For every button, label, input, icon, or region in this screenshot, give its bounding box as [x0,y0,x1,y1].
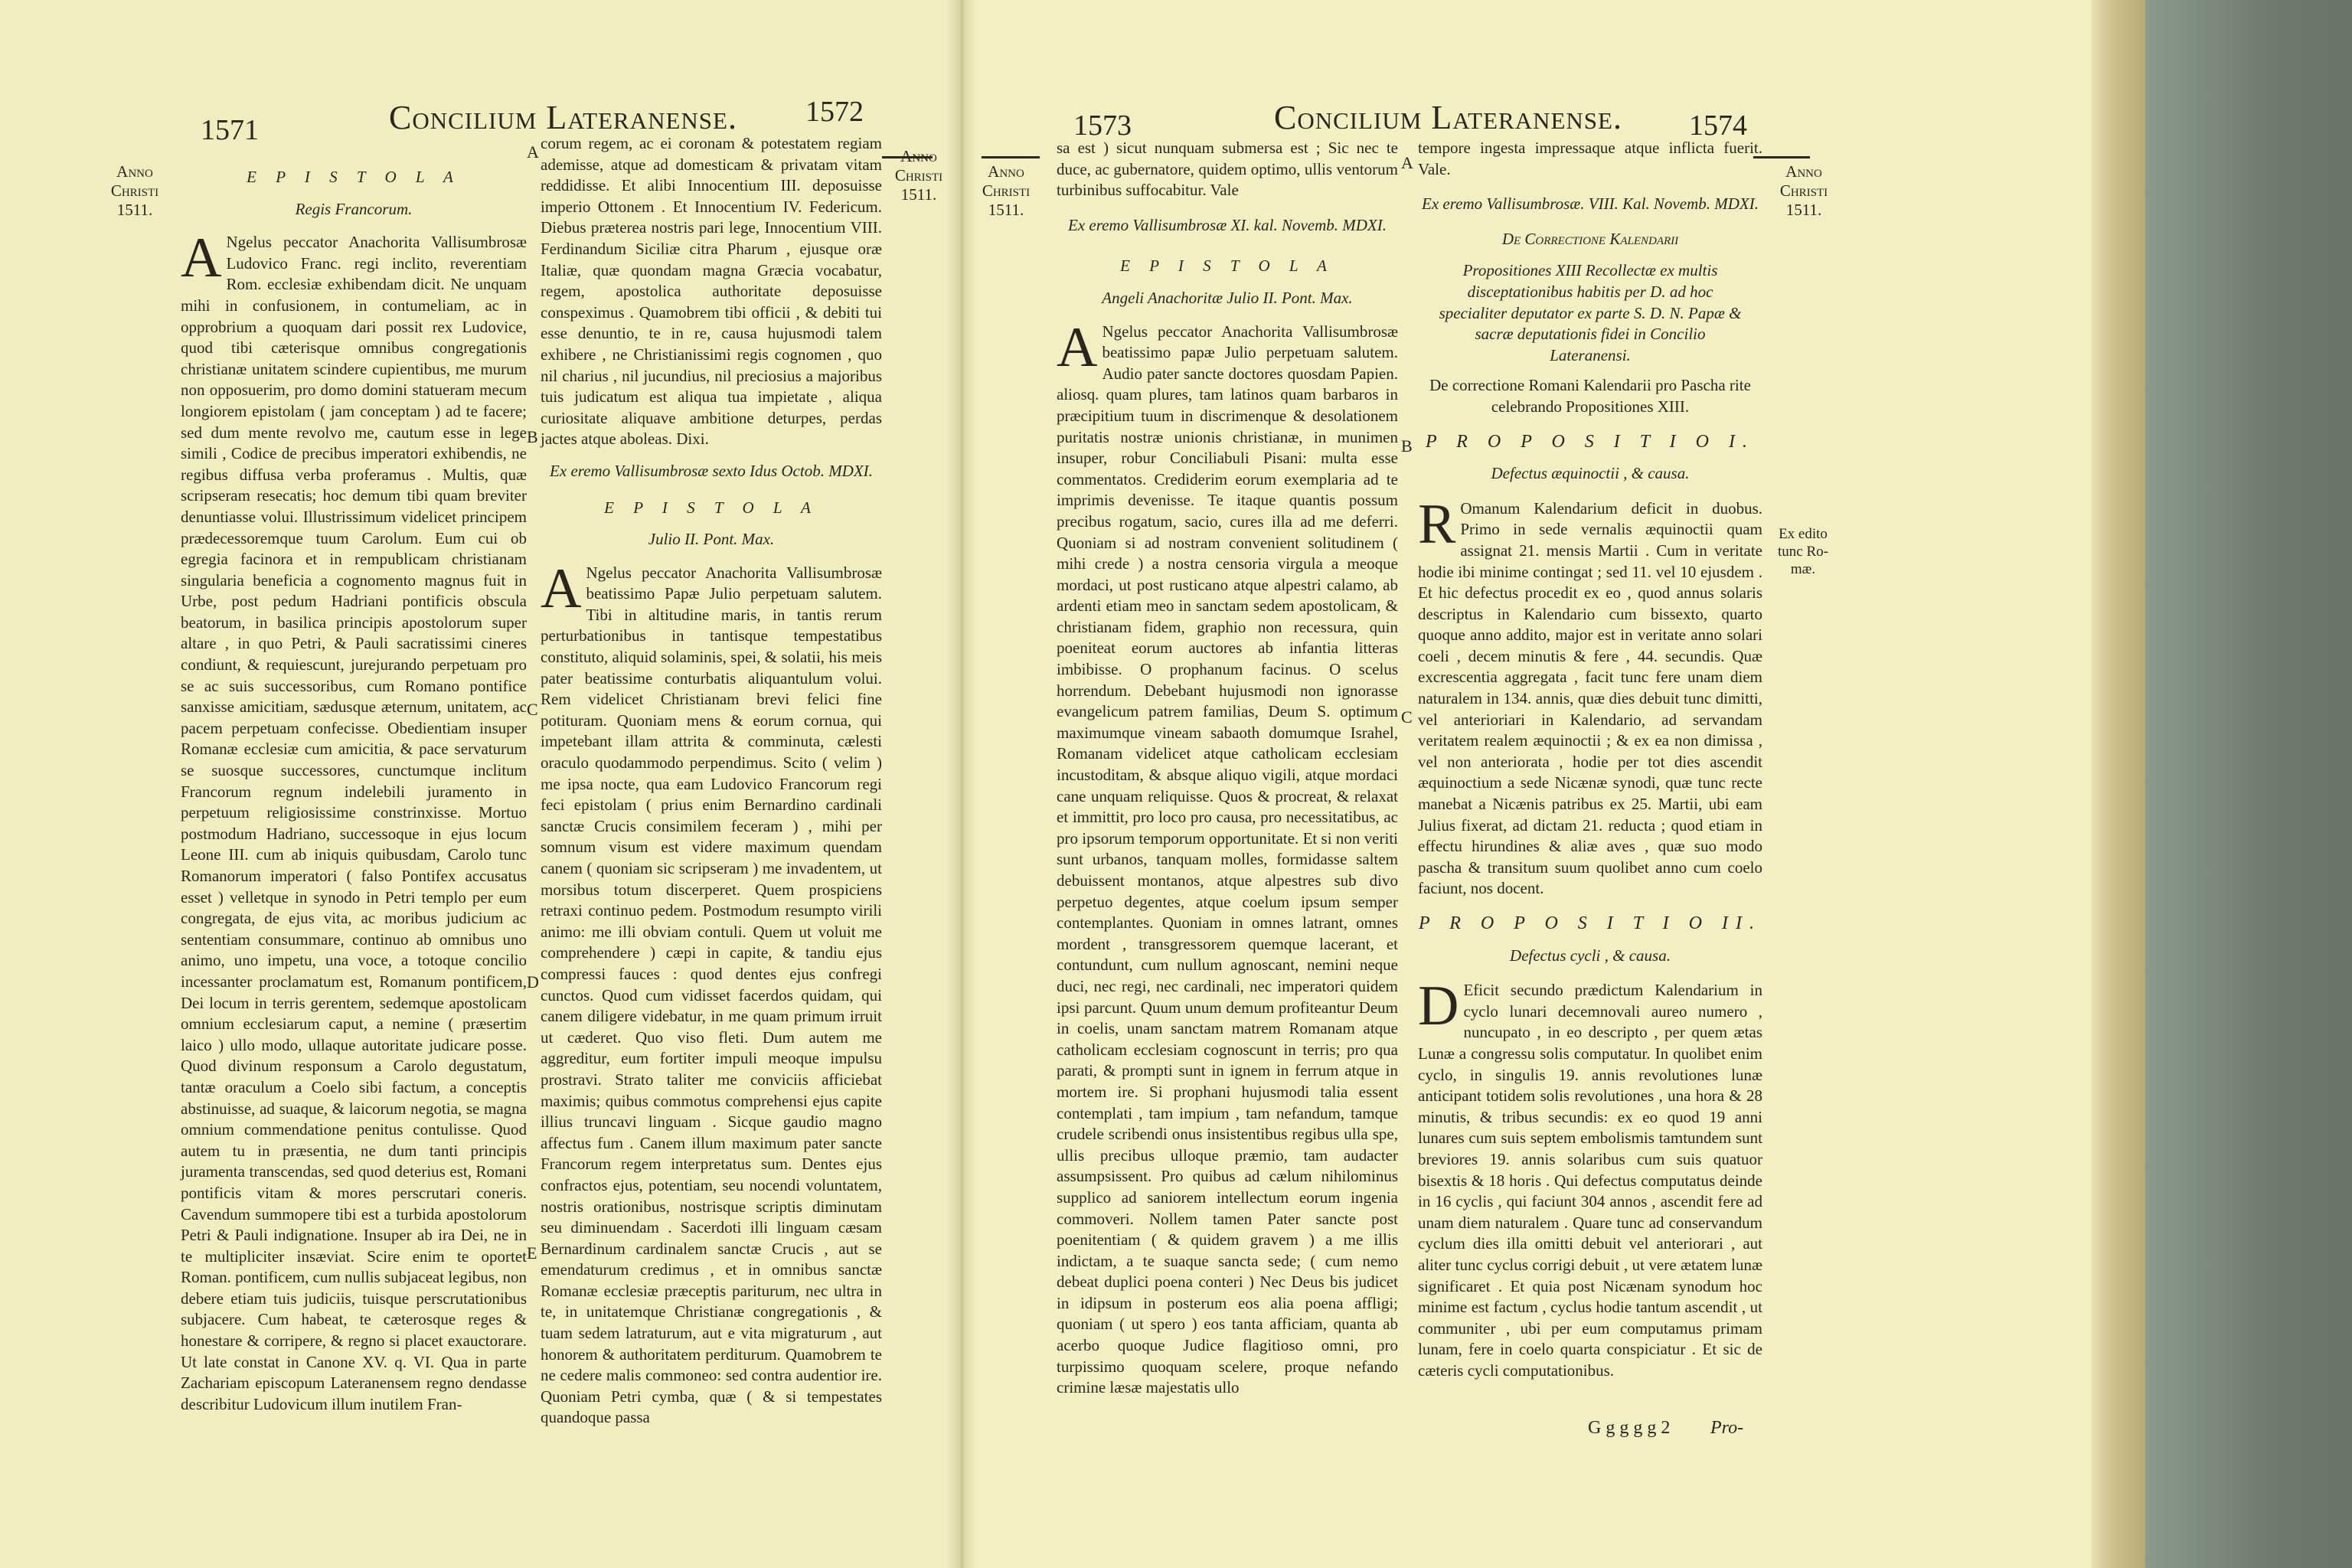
epistola-text: Ngelus peccator Anachorita Vallisumbrosæ beatissimo Papæ Julio perpetuam salutem. Tibi in altitudine maris, in tantis rerum perturbationibus in tantisque tempestatibus constituto, aliquid solaminis, spei, & solatii, his meis pater beatissime conturbatis aliquantulum volui. Rem videlicet Christianam brevi felici fine potituram. Quoniam mens & eorum cornua, qui impetebant illam attrita & comminuta, cælesti oraculo quodammodo perpendimus. Scito ( velim ) me ipsa nocte, qua eam Ludovico Francorum regi feci epistolam ( prius enim Bernardino cardinali sanctæ Crucis consimilem feceram ) , mihi per somnum visum est videre maximum quendam canem ( quoniam sic scripseram ) me invadentem, ut morsibus totum discerperet. Quem prospiciens retraxi continuo pedem. Postmodum resumpto virili animo: me illi obviam contuli. Quem ut voluit me comprehendere ) cæpi in capite, & tandiu ejus compressi fauces : quod dentes ejus confregi cunctos. Quod cum vidisset facerdos quidam, qui canem diligere videbatur, in me quam primum irruit ut cæderet. Quo viso fleti. Dum autem me aggreditur, eum fortiter impuli meoque impulsu prostravi. Strato taliter me conviciis afficiebat maximis; quibus commotus comprehensi ejus capite illius truncavi linguam . Sicque gaudio magno affectus fum . Canem illum maximum pater sancte Francorum regem interpretatus sum. Dentes ejus confractos ejus, potentiam, seu nocendi voluntatem, nostris orationibus, nostrisque scriptis diminutam seu diminuendam . Sacerdoti illi linguam cæsam Bernardinum cardinalem sanctæ Crucis , aut se emendaturum credimus , et in omnibus sanctæ Romanæ ecclesiæ præceptis pariturum, nec ultra in te, in unitatemque Christianæ congregationis , & tuam sedem latraturum, aut e vita migraturum , aut honorem & authoritatem perditurum. Quamobrem te ne cedere malis commoneo: sed contra audentior ire. Quoniam Petri cymba, quæ ( & si tempestates quandoque passa [541,563,882,1427]
drop-cap: R [1418,492,1456,556]
epistola-heading: E P I S T O L A [247,168,461,186]
drop-cap: A [541,557,582,620]
signature-mark: G g g g g 2 [1588,1418,1671,1438]
drop-cap: A [1057,315,1098,379]
line-marker-c: C [527,700,538,719]
line-marker-a: A [1401,153,1413,172]
left-page-column-2 [541,133,882,1429]
margin-note-line: 1511. [116,201,153,219]
margin-note-line: tunc Ro- [1778,544,1828,560]
background-surface [2145,0,2352,1568]
epistola-continuation: tempore ingesta impressaque atque inflicta fuerit. Vale. [1418,139,1762,178]
epistola-heading: E P I S T O L A [604,498,818,517]
epistola-body [541,557,882,1429]
epistola-continuation: sa est ) sicut nunquam submersa est ; Sic nec te duce, ac gubernatore, quidem optimo, ullis ventorum turbinibus suffocabitur. Vale [1057,139,1398,200]
margin-note-line: 1511. [900,185,937,204]
margin-note-anno-right [1766,162,1842,220]
line-marker-e: E [527,1243,537,1263]
margin-note-ex-edito [1769,525,1838,578]
margin-note-anno-left [96,162,173,220]
proposition-2-body [1418,975,1762,1381]
epistola-body [1057,315,1398,1399]
epistola-subheading: Angeli Anachoritæ Julio II. Pont. Max. [1102,288,1353,307]
section-heading-correction: De Correctione Kalendarii [1501,229,1679,248]
epistola-text: Ngelus peccator Anachorita Vallisumbrosæ Ludovico Franc. regi inclito, reverentiam Rom. ecclesiæ exhibendam dicit. Ne unquam mihi in confusionem, in contumeliam, ac in opprobrium a quoquam dari possit rex Ludovice, quod tibi cæterisque omnibus congregationis christianæ unitatem scindere cupientibus, me murum non opposuerim, pro domo domini statueram mecum longiorem epistolam ( jam conceptam ) ad te facere; sed dum mente revolvo me, cautum esse in lege simili , Codice de precibus imperatori exhibendis, ne regibus diffusa verba proferamus . Multis, quæ scripseram resecatis; hoc demum tibi quam breviter denuntiasse volui. Illustrissimum videlicet principem prædecessoremque tuum Carolum. Eum cui ob egregia facinora et in rempublicam christianam singularia beneficia a cognomento magnus fuit in Urbe, post pedum Hadriani pontificis obscula beatorum, in basilica principis apostolorum super altare , in quo Petri, & Pauli sacratissimi cineres condiunt, & requiescunt, jurejurando perpetuam pro se ac suis successoribus, cum Romano pontifice sanxisse amicitiam, sædusque æternum, unitatem, ac pacem perpetuam confecisse. Obedientiam insuper Romanæ ecclesiæ cum amicitia, & pace servaturum se suosque successores, cunctumque inclitum Francorum regnum indelebili juramento in perpetuum religiosissime constrinxisse. Mortuo postmodum Hadriano, successoque in ejus locum Leone III. cum ab iniquis quibusdam, Carolo tunc Romanorum imperatori ( falso Pontifex accusatus esset ) velletque in synodo in Petri templo per eum congregata, de ejus vita, ac moribus judicium ac sententiam consummare, continuo ab omnibus uno animo, uno impetu, una voce, a totoque concilio incessanter proclamatum est, Romanum pontificem, Dei locum in terris gerentem, sedemque apostolicam omnium ecclesiarum caput, a nemine ( præsertim laico ) ullo modo, ullaque autoritate judicare posse. Quod divinum responsum a Carolo degustatum, tantæ oraculum a Coelo sibi factum, a conceptis abstinuisse, ad suaque, & laicorum negotia, se magna omnium commendatione penitus contulisse. Quod autem tu in præsentia, ne dum tanti principis juramenta transcendas, sed quod deterius est, Romani pontificis vitam & mores perscrutari coneris. Cavendum summopere tibi est a turbida apostolorum Petri & Pauli indignatione. Insuper ab ira Dei, ne in te multipliciter insæviat. Scire enim te oportet Roman. pontificem, cum nullis subjaceat legibus, non debere etiam tuis judiciis, tuisque perscrutationibus subjacere. Cum habeat, te cæterosque reges & honestare & corripere, & regno si placet exauctorare. Ut late constat in Canone XV. q. VI. Qua in parte Zachariam episcopum Lateranensem regno dendasse describitur Ludovicum illum inutilem Fran- [181,233,528,1413]
margin-note-anno-left [968,162,1044,220]
proposition-2-subheading: Defectus cycli , & causa. [1510,946,1671,965]
margin-note-line: Christi [982,181,1031,200]
right-page-column-2 [1418,138,1762,1381]
right-page-column-1 [1057,138,1398,1399]
line-marker-b: B [527,427,538,446]
margin-note-line: Anno [988,162,1024,181]
margin-note-line: Christi [894,166,943,185]
proposition-1-subheading: Defectus æquinoctii , & causa. [1491,464,1690,483]
dateline: Ex eremo Vallisumbrosæ sexto Idus Octob. MDXI. [550,461,873,480]
rule-line [982,156,1040,158]
page-number-1572: 1572 [805,96,864,128]
margin-note-line: Christi [1779,181,1828,200]
margin-note-line: 1511. [1785,201,1822,219]
running-title-left: Concilium Lateranense. [389,99,737,136]
margin-note-line: Anno [1785,162,1822,181]
line-marker-b: B [1401,436,1413,456]
margin-note-line: 1511. [988,201,1024,219]
epistola-subheading: Regis Francorum. [295,199,413,218]
book-gutter [946,0,977,1568]
proposition-text: Omanum Kalendarium deficit in duobus. Primo in sede vernalis æquinoctii quam assignat 21. mensis Martii . Cum in veritate hodie ibi minime contingat ; sed 11. vel 10 ejusdem . Et hic defectus procedit ex eo , quod annus solaris descriptus in Kalendario cum bissexto, quarto quoque anno addito, major est in veritate anno solari coeli , decem minutis & fere , 44. secundis. Quæ excrescentia aggregata , facit tunc fere unam diem naturalem in 134. annis, quæ dies debuit tunc dimitti, vel anterioriari in Kalendario, ad servandam veritatem realem æquinoctii ; & ex ea non dimissa , vel non anteriorata , hodie per tot dies ascendit æquinoctium a sede Nicænæ synodi, quæ tunc recte manebat a Nicænis patribus ex 25. Martii, ubi eam Julius fixerat, ad dictam 21. reducta ; quod etiam in effectu hirundines & aliæ aves , quæ suo modo pascha & transitum suum quolibet anno cum coelo faciunt, nos docent. [1418,498,1762,898]
epistola-text: Ngelus peccator Anachorita Vallisumbrosæ beatissimo papæ Julio perpetuam salutem. Audio pater sancte doctores quosdam Papien. aliosq. quam plures, tam latinos quam barbaros in præcipitium tuum in discrimenque & desolationem puritatis nostræ unionis christianæ, in munimen insuper, robur Conciliabuli Pisani: multa esse commentatos. Crediderim eorum exemplaria ad te imprimis devenisse. Te itaque quantis possum precibus rogatum, sacio, cures illa ad me deferri. Quoniam si ad nostram convenient solitudinem ( mihi crede ) a nostra censoria virgula a meoque mordaci, ut post rusticano atque alpestri calamo, ab ardenti etiam meo in sanctam sedem apostolicam, & christianam fidem, graphio non recessura, quin poeniteat eorum auctores ab infantia litteras imbibisse. O prophanum facinus. O scelus horrendum. Debebant hujusmodi non ignorasse evangelicum patrem familias, Deum S. optimum maximumque vineam sabaoth domumque Israhel, Romanam videlicet atque catholicam ecclesiam incustoditam, & absque aliquo vigili, atque mordaci cane unquam reliquisse. Quos & procreat, & relaxat et immittit, pro loco pro causa, pro necessitatibus, ac pro ipsorum temporum opportunitate. Et si non veriti sunt urbanos, tanquam molles, formidasse saltem debuissent montanos, atque alpestres sub divo perpetuo degentes, atque coelum ipsum semper contemplantes. Quoniam in omnes latrant, omnes mordent , transgressorem quemque lacerant, et contundunt, cum nullum agnoscant, nemini neque duci, nec regi, nec cardinali, nec imperatori quidem ipsi parcunt. Quum unum demum profiteantur Deum in coelis, unam sanctam matrem Romanam atque catholicam ecclesiam cognoscunt in terris; pro qua parati, & prompti sunt in ignem in ferrum atque in mortem ire. Si prophani hujusmodi talia essent contemplati , tam impium , tam nefandum, tamque crudele scribendi onus insistentibus regibus ulla spe, ullis precibus ulloque præmio, tam audacter assumpsissent. Pro quibus ad cælum nihilominus supplico ad saniorem intellectum eorum ingenia commoveri. Nollem tamen Pater sancte post poenitentiam ( & quidem gravem ) a me illis indictam, a te suaque sancta sede; ( cum nemo debeat duplici poena conteri ) Nec Deus bis judicet in idipsum in posterum eos alia poena affligi; quoniam ( ut spero ) eos tanta afficiam, quanta ab acerbo quoque Judice flagitioso omni, pro turpissimo quoquam scelere, proque nefando crimine læsæ majestatis ullo [1057,322,1398,1397]
dateline: Ex eremo Vallisumbrosæ. VIII. Kal. Novemb. MDXI. [1422,194,1759,214]
drop-cap: A [181,227,222,290]
drop-cap: D [1418,975,1459,1038]
epistola-body [181,227,528,1415]
propositions-summary: De correctione Romani Kalendarii pro Pascha rite celebrando Propositiones XIII. [1429,376,1751,416]
proposition-1-heading: P R O P O S I T I O I. [1426,431,1755,452]
epistola-heading: E P I S T O L A [1120,256,1334,276]
page-number-1571: 1571 [201,114,259,146]
margin-note-line: Anno [900,147,937,165]
margin-note-line: mæ. [1790,561,1816,577]
page-fore-edge [2092,0,2145,1568]
line-marker-d: D [527,972,539,991]
margin-note-line: Christi [110,181,159,200]
dateline: Ex eremo Vallisumbrosæ XI. kal. Novemb. MDXI. [1067,215,1387,234]
left-page-column-1 [181,162,527,1415]
line-marker-a: A [527,142,539,162]
line-marker-c: C [1401,707,1413,727]
epistola-continuation: corum regem, ac ei coronam & potestatem regiam ademisse, atque ad domesticam & privatam vitam reddidisse. Et alibi Innocentium III. deposuisse imperio Ottonem . Et Innocentium IV. Federicum. Diebus præterea nostris pari lege, Innocentium VIII. Ferdinandum Siciliæ citra Pharum , ejusque oræ Italiæ, quæ quondam magna Græcia vocabatur, regem, apostolica authoritate deposuisse conspeximus . Quamobrem tibi officii , & debiti tui esse denuntio, te in re, causa hujusmodi talem exhibere , ne Christianissimi regis cognomen , quo nil charius , nil jucundius, nil preciosius a majoribus tuis judicatum est aliqua tua impietate , aliqua curiositate aliquave ambitione deturpes, perdas jactes atque aboleas. Dixi. [541,134,882,449]
proposition-1-body [1418,492,1762,900]
running-title-right: Concilium Lateranense. [1274,99,1622,136]
margin-note-line: Ex edito [1779,526,1828,542]
page-number-1574: 1574 [1689,109,1747,142]
margin-note-anno-right [880,147,957,204]
epistola-subheading: Julio II. Pont. Max. [648,530,775,549]
proposition-2-heading: P R O P O S I T I O II. [1419,913,1762,933]
page-number-1573: 1573 [1073,109,1132,142]
proposition-text: Eficit secundo prædictum Kalendarium in cyclo lunari decemnovali aureo numero , nuncupato , in eo descripto , per quem ætas Lunæ a congressu solis computatur. In quolibet enim cyclo, in singulis 19. annis revolutiones lunæ anticipant totidem solis revolutiones , una hora & 28 minutis, & tribus secundis: ex eo quod 19 anni lunares cum suis septem embolismis tamtundem sunt breviores 19. annis solaribus cum suis quatuor bisextis & 18 horis . Qui defectus computatus deinde in 16 cyclis , qui faciunt 304 annos , ascendit fere ad unam diem naturalem . Quare tunc ad conservandum cyclum dies illa omitti debuit vel anteriorari , aut aliter tunc cyclus corrigi debuit , ut vere ætatem lunæ significaret . Et quia post Nicænam synodum hoc minime est factum , cyclus hodie tantum ascendit , ut communiter , ubi per eum computamus primam lunam, fere in coelo quarta conspiciatur . Et sic de cæteris cycli computationibus. [1418,981,1762,1380]
margin-note-line: Anno [116,162,153,181]
catchword: Pro- [1710,1418,1744,1438]
propositions-intro: Propositiones XIII Recollectæ ex multis disceptationibus habitis per D. ad hoc specialiter deputator ex parte S. D. N. Papæ & sacræ deputationis fidei in Concilio Lateranensi. [1439,261,1742,364]
